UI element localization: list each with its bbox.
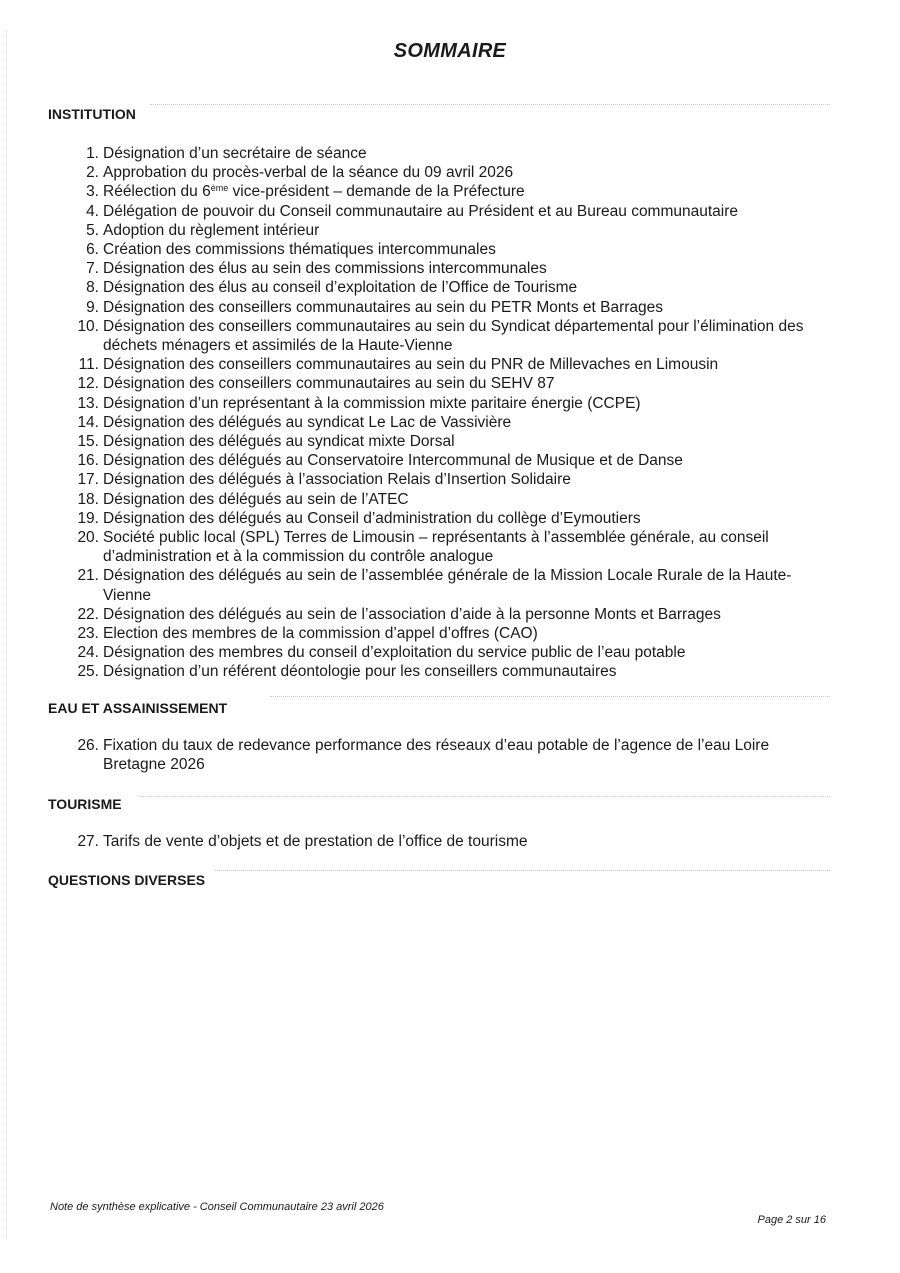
section-rule xyxy=(140,796,830,797)
institution-item-list xyxy=(0,144,900,682)
agenda-item-text: Désignation des délégués à l’association Relais d’Insertion Solidaire xyxy=(103,471,571,489)
agenda-item-number: 26. xyxy=(77,737,99,754)
agenda-item-number: 5. xyxy=(86,221,99,239)
agenda-item-number: 21. xyxy=(77,567,99,585)
agenda-item-text: Désignation des conseillers communautaires au sein du PNR de Millevaches en Limousin xyxy=(103,356,719,374)
agenda-item xyxy=(0,394,900,413)
agenda-item-number: 24. xyxy=(77,644,99,662)
agenda-item-text: Désignation des élus au conseil d’exploitation de l’Office de Tourisme xyxy=(103,279,578,297)
agenda-item-text: Adoption du règlement intérieur xyxy=(103,221,320,239)
agenda-item xyxy=(0,528,900,566)
agenda-item xyxy=(0,566,900,604)
agenda-item xyxy=(0,278,900,297)
section-rule xyxy=(270,696,830,697)
agenda-item-number: 16. xyxy=(77,452,99,470)
agenda-item-text: Election des membres de la commission d’appel d’offres (CAO) xyxy=(103,625,538,643)
agenda-item-number: 1. xyxy=(86,145,99,162)
agenda-item xyxy=(0,509,900,528)
agenda-item xyxy=(0,451,900,470)
section-rule xyxy=(150,104,830,105)
agenda-item-number: 7. xyxy=(86,260,99,278)
agenda-item xyxy=(0,470,900,489)
agenda-item-text: Désignation des délégués au syndicat Le Lac de Vassivière xyxy=(103,413,512,431)
footer-note: Note de synthèse explicative - Conseil Communautaire 23 avril 2026 xyxy=(50,1201,384,1213)
agenda-item-text: Désignation d’un représentant à la commission mixte paritaire énergie (CCPE) xyxy=(103,394,641,412)
agenda-item-text: Approbation du procès-verbal de la séance du 09 avril 2026 xyxy=(103,164,514,182)
agenda-item xyxy=(0,736,900,774)
agenda-item xyxy=(0,182,900,201)
page-title: SOMMAIRE xyxy=(393,40,507,62)
agenda-item-text: Désignation des conseillers communautaires au sein du SEHV 87 xyxy=(103,375,555,393)
agenda-item-number: 25. xyxy=(77,663,99,681)
agenda-item-text: Désignation des délégués au sein de l’ATEC xyxy=(103,490,409,508)
agenda-item-number: 9. xyxy=(86,298,99,316)
page-number: Page 2 sur 16 xyxy=(757,1214,826,1226)
agenda-item-text: Désignation des élus au sein des commissions intercommunales xyxy=(103,260,547,278)
agenda-item-text: Désignation des conseillers communautaires au sein du PETR Monts et Barrages xyxy=(103,298,663,316)
agenda-item xyxy=(0,605,900,624)
superscript: ème xyxy=(210,183,229,194)
agenda-item-number: 4. xyxy=(86,202,99,220)
section-heading-institution: INSTITUTION xyxy=(48,106,136,122)
agenda-item-text: Tarifs de vente d’objets et de prestation de l’office de tourisme xyxy=(103,833,528,850)
agenda-item-number: 12. xyxy=(77,375,99,393)
agenda-item-number: 2. xyxy=(86,164,99,182)
agenda-item-number: 11. xyxy=(78,356,99,374)
section-heading-eau-et-assainissement: EAU ET ASSAINISSEMENT xyxy=(48,700,228,716)
agenda-item-number: 19. xyxy=(77,509,99,527)
agenda-item-number: 3. xyxy=(86,183,99,201)
agenda-item xyxy=(0,432,900,451)
agenda-item-number: 18. xyxy=(77,490,99,508)
agenda-item-number: 17. xyxy=(77,471,99,489)
agenda-item xyxy=(0,144,900,163)
agenda-item xyxy=(0,298,900,317)
agenda-item-number: 13. xyxy=(77,394,99,412)
section-heading-tourisme: TOURISME xyxy=(48,796,122,812)
agenda-item xyxy=(0,413,900,432)
agenda-item-text: Désignation des délégués au sein de l’assemblée générale de la Mission Locale Rurale de la Haute-Vienne xyxy=(103,567,792,604)
agenda-item-text: Création des commissions thématiques intercommunales xyxy=(103,241,496,259)
agenda-item xyxy=(0,355,900,374)
agenda-item-number: 20. xyxy=(77,529,99,547)
agenda-item-number: 8. xyxy=(86,279,99,297)
agenda-item-text: Désignation d’un secrétaire de séance xyxy=(103,145,367,162)
agenda-item-text: Désignation des délégués au Conservatoire Intercommunal de Musique et de Danse xyxy=(103,452,683,470)
agenda-item-text: Désignation des délégués au syndicat mixte Dorsal xyxy=(103,433,455,451)
agenda-item-text: Désignation des conseillers communautaires au sein du Syndicat départemental pour l’élimination des déchets ménagers et assimilés de la Haute-Vienne xyxy=(103,317,804,355)
agenda-item xyxy=(0,490,900,509)
section-rule xyxy=(215,870,830,871)
agenda-item xyxy=(0,221,900,240)
agenda-item xyxy=(0,662,900,681)
agenda-item xyxy=(0,259,900,278)
tourisme-item-list xyxy=(0,832,900,851)
agenda-item xyxy=(0,240,900,259)
agenda-item xyxy=(0,832,900,851)
agenda-item-text: Réélection du 6ème vice-président – demande de la Préfecture xyxy=(103,183,525,201)
agenda-item-number: 23. xyxy=(77,625,99,643)
agenda-item-number: 27. xyxy=(77,833,99,850)
agenda-item-text: Société public local (SPL) Terres de Limousin – représentants à l’assemblée générale, au conseil d’administration et à la commission du contrôle analogue xyxy=(103,529,769,566)
agenda-item-number: 14. xyxy=(77,413,99,431)
agenda-item xyxy=(0,374,900,393)
agenda-item xyxy=(0,643,900,662)
agenda-item-number: 22. xyxy=(77,605,99,623)
agenda-item-text: Désignation des délégués au Conseil d’administration du collège d’Eymoutiers xyxy=(103,509,641,527)
agenda-item xyxy=(0,317,900,355)
agenda-item-text: Fixation du taux de redevance performance des réseaux d’eau potable de l’agence de l’eau Loire Bretagne 2026 xyxy=(103,737,770,774)
agenda-item-number: 6. xyxy=(86,241,99,259)
agenda-item xyxy=(0,624,900,643)
agenda-item xyxy=(0,163,900,182)
agenda-item-number: 15. xyxy=(77,433,99,451)
section-heading-questions-diverses: QUESTIONS DIVERSES xyxy=(48,872,206,888)
agenda-item-text: Désignation d’un référent déontologie pour les conseillers communautaires xyxy=(103,663,617,681)
agenda-item xyxy=(0,202,900,221)
agenda-item-text: Délégation de pouvoir du Conseil communautaire au Président et au Bureau communautaire xyxy=(103,202,739,220)
agenda-item-text: Désignation des délégués au sein de l’association d’aide à la personne Monts et Barrages xyxy=(103,605,721,623)
agenda-item-text: Désignation des membres du conseil d’exploitation du service public de l’eau potable xyxy=(103,644,686,662)
eau-item-list xyxy=(0,736,900,774)
agenda-item-number: 10. xyxy=(77,317,99,335)
